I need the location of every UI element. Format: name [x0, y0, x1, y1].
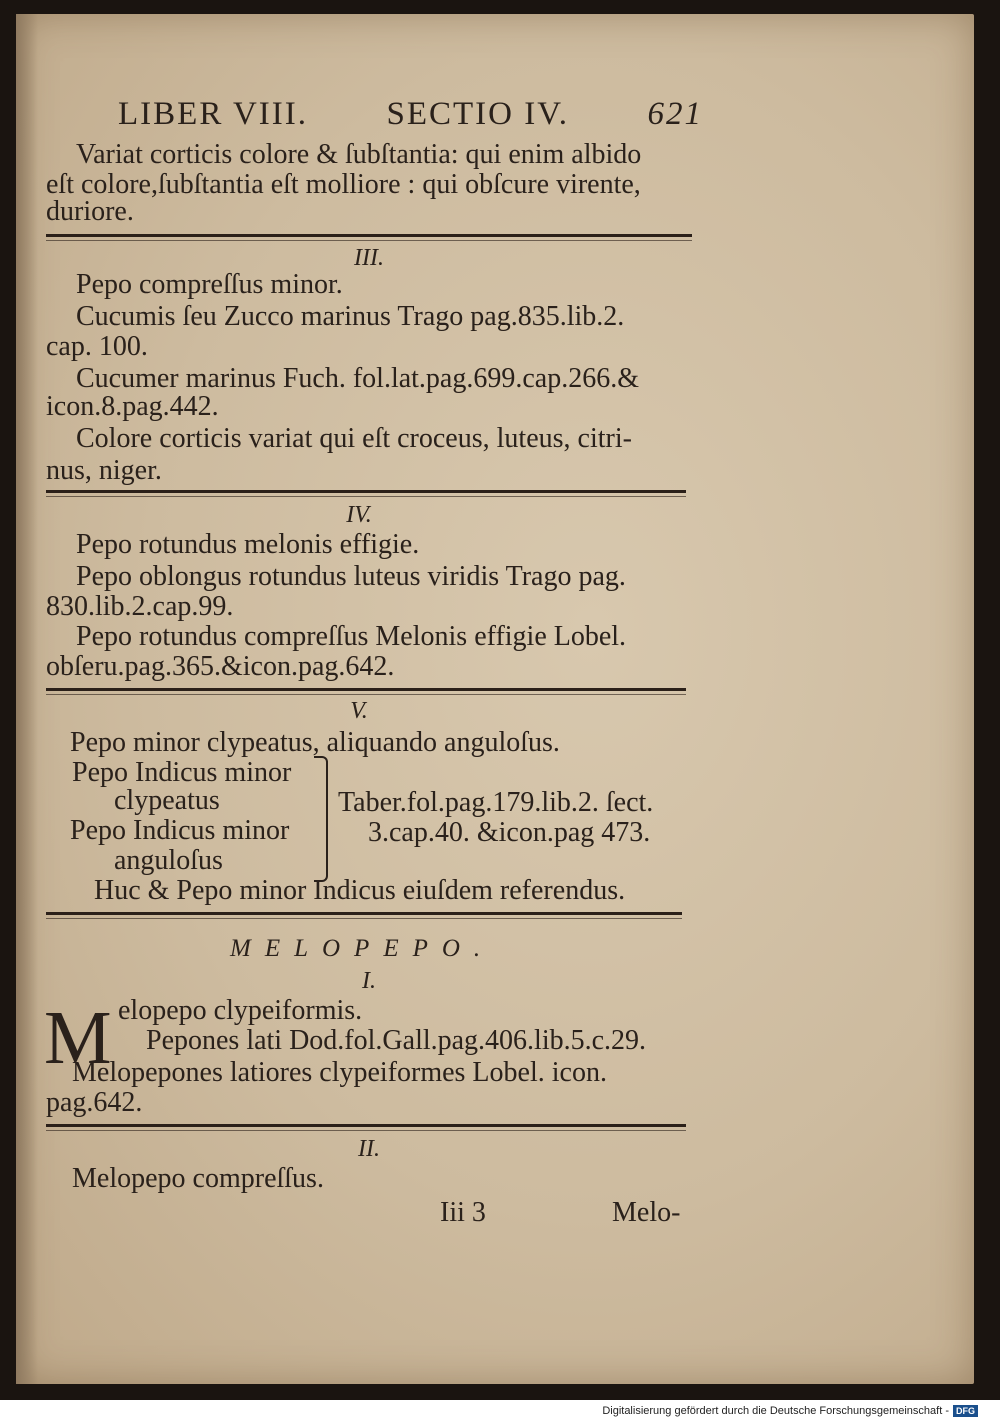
section-divider — [46, 688, 686, 691]
text-line: Pepo Indicus minor — [72, 757, 292, 788]
text-line: Pepo minor clypeatus, aliquando anguloſus. — [70, 727, 560, 758]
section-numeral: IV. — [346, 502, 372, 528]
section-divider — [46, 234, 692, 237]
section-divider — [46, 490, 686, 493]
page-number: 621 — [647, 96, 703, 132]
header-liber: LIBER VIII. — [118, 96, 309, 132]
section-numeral: I. — [362, 968, 376, 994]
text-line: duriore. — [46, 196, 134, 227]
text-line: nus, niger. — [46, 455, 162, 486]
dfg-logo-icon: DFG — [953, 1405, 978, 1417]
text-line: 830.lib.2.cap.99. — [46, 591, 234, 622]
text-line: clypeatus — [114, 785, 220, 816]
text-line: obſeru.pag.365.&icon.pag.642. — [46, 651, 395, 682]
text-line: Melopepones latiores clypeiformes Lobel. icon. — [72, 1057, 607, 1088]
text-line: pag.642. — [46, 1087, 143, 1118]
drop-capital: M — [44, 996, 112, 1080]
section-divider — [46, 912, 682, 915]
text-line: anguloſus — [114, 845, 223, 876]
text-line: Melopepo compreſſus. — [72, 1163, 324, 1194]
header-sectio: SECTIO IV. — [386, 96, 570, 132]
text-line: Colore corticis variat qui eſt croceus, luteus, citri- — [76, 423, 632, 454]
section-numeral: II. — [358, 1136, 380, 1162]
text-line: eſt colore,ſubſtantia eſt molliore : qui obſcure virente, — [46, 169, 641, 200]
text-line: icon.8.pag.442. — [46, 391, 219, 422]
text-line: Cucumer marinus Fuch. fol.lat.pag.699.cap.266.& — [76, 363, 639, 394]
text-line: Pepo rotundus compreſſus Melonis effigie Lobel. — [76, 621, 627, 652]
text-line: Variat corticis colore & ſubſtantia: qui enim albido — [76, 139, 642, 170]
text-line: Pepo compreſſus minor. — [76, 269, 343, 300]
digitization-credit — [602, 1405, 978, 1417]
text-line: Pepo Indicus minor — [70, 815, 290, 846]
melopepo-title: MELOPEPO. — [230, 935, 495, 962]
section-numeral: III. — [354, 245, 384, 271]
credit-text: Digitalisierung gefördert durch die Deutsche Forschungsgemeinschaft - — [602, 1405, 949, 1417]
brace-bracket — [314, 756, 328, 882]
text-line: Taber.fol.pag.179.lib.2. ſect. — [338, 787, 654, 818]
text-line: cap. 100. — [46, 331, 148, 362]
text-line: Pepo oblongus rotundus luteus viridis Trago pag. — [76, 561, 626, 592]
catchword: Melo- — [612, 1197, 681, 1228]
section-numeral: V. — [350, 698, 368, 724]
section-divider — [46, 1124, 686, 1127]
text-line: Pepo rotundus melonis effigie. — [76, 529, 420, 560]
text-line: Pepones lati Dod.fol.Gall.pag.406.lib.5.c.29. — [146, 1025, 647, 1056]
text-line: 3.cap.40. &icon.pag 473. — [368, 817, 651, 848]
text-line: Cucumis ſeu Zucco marinus Trago pag.835.lib.2. — [76, 301, 625, 332]
text-line: elopepo clypeiformis. — [118, 995, 363, 1026]
signature-mark: Iii 3 — [440, 1197, 486, 1228]
text-line: Huc & Pepo minor Indicus eiuſdem referendus. — [94, 875, 626, 906]
running-header — [118, 96, 703, 133]
